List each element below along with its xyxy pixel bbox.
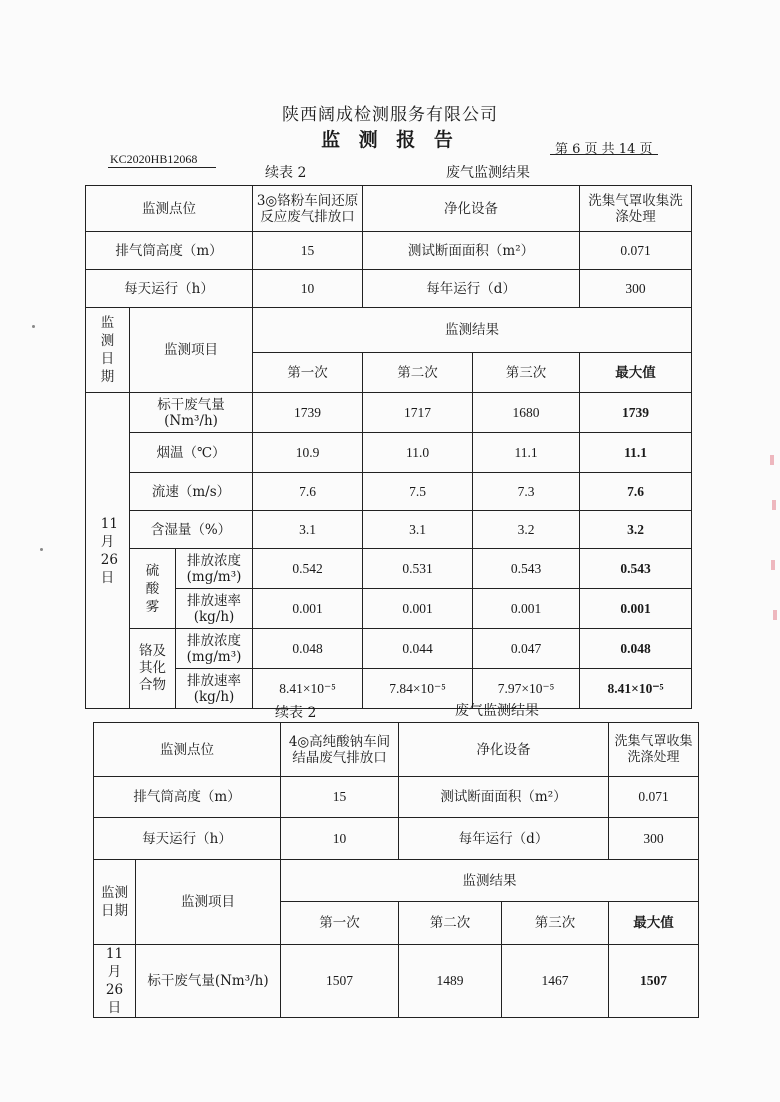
- table2-result-title: 废气监测结果: [455, 703, 539, 719]
- table-cell: 11.0: [363, 433, 473, 473]
- table2-col-1: 第一次: [281, 902, 399, 945]
- table1-group2-name: 铬及其化合物: [130, 629, 176, 709]
- table-cell: 8.41×10⁻⁵: [253, 669, 363, 709]
- table1-area-value: 0.071: [580, 232, 692, 270]
- table2-date-value: 11月26日: [94, 945, 136, 1018]
- table2-continued-label: 续表 2: [275, 705, 317, 721]
- table-row-param: 排放速率(kg/h): [176, 589, 253, 629]
- table2-col-3: 第三次: [502, 902, 609, 945]
- table1-stack-label: 排气筒高度（m）: [86, 232, 253, 270]
- seal-edge-mark: [773, 610, 777, 620]
- table-cell: 1467: [502, 945, 609, 1018]
- table-cell: 3.1: [363, 511, 473, 549]
- table2-stack-value: 15: [281, 777, 399, 818]
- page-info-underline: [550, 154, 658, 155]
- table2-area-label: 测试断面面积（m²）: [399, 777, 609, 818]
- table1-purify-label: 净化设备: [363, 186, 580, 232]
- table2-area-value: 0.071: [609, 777, 699, 818]
- table2-daily-value: 10: [281, 818, 399, 860]
- table2-point-label: 监测点位: [94, 723, 281, 777]
- table2-purify-value: 洗集气罩收集洗涤处理: [609, 723, 699, 777]
- table1-purify-value: 洗集气罩收集洗涤处理: [580, 186, 692, 232]
- seal-edge-mark: [772, 500, 776, 510]
- table-cell: 3.1: [253, 511, 363, 549]
- table-cell-max: 7.6: [580, 473, 692, 511]
- seal-edge-mark: [771, 560, 775, 570]
- table2-col-max: 最大值: [609, 902, 699, 945]
- scan-speck: [32, 325, 35, 328]
- table-cell: 1489: [399, 945, 502, 1018]
- table1-col-2: 第二次: [363, 353, 473, 393]
- table-cell: 11.1: [473, 433, 580, 473]
- table1-col-3: 第三次: [473, 353, 580, 393]
- table2-purify-label: 净化设备: [399, 723, 609, 777]
- table1-daily-label: 每天运行（h）: [86, 270, 253, 308]
- table1-result-title: 废气监测结果: [446, 165, 530, 181]
- table1-stack-value: 15: [253, 232, 363, 270]
- table-row-item: 标干废气量(Nm³/h): [130, 393, 253, 433]
- report-title: 监 测 报 告: [321, 129, 459, 151]
- table-row-param: 排放浓度(mg/m³): [176, 549, 253, 589]
- table1-item-label: 监测项目: [130, 308, 253, 393]
- table2-results-label: 监测结果: [281, 860, 699, 902]
- table-row-item: 烟温（℃）: [130, 433, 253, 473]
- table-cell: 7.3: [473, 473, 580, 511]
- company-name: 陕西阔成检测服务有限公司: [282, 105, 498, 125]
- table-row-item: 含湿量（%）: [130, 511, 253, 549]
- table2-date-label: 监测日期: [94, 860, 136, 945]
- table-cell: 0.531: [363, 549, 473, 589]
- table1-area-label: 测试断面面积（m²）: [363, 232, 580, 270]
- table-cell: 0.048: [253, 629, 363, 669]
- table-cell-max: 0.048: [580, 629, 692, 669]
- table-cell: 0.001: [363, 589, 473, 629]
- table-cell: 3.2: [473, 511, 580, 549]
- table-cell: 7.97×10⁻⁵: [473, 669, 580, 709]
- table2-yearly-label: 每年运行（d）: [399, 818, 609, 860]
- scan-speck: [40, 548, 43, 551]
- table-cell-max: 1739: [580, 393, 692, 433]
- table2-item-label: 监测项目: [136, 860, 281, 945]
- table-cell: 0.044: [363, 629, 473, 669]
- table2-point-value: 4◎高纯酸钠车间结晶废气排放口: [281, 723, 399, 777]
- table-row-item: 标干废气量(Nm³/h): [136, 945, 281, 1018]
- table-cell: 0.047: [473, 629, 580, 669]
- table-cell: 0.001: [473, 589, 580, 629]
- table-cell: 1680: [473, 393, 580, 433]
- table1-date-label: 监测日期: [86, 308, 130, 393]
- table-cell-max: 1507: [609, 945, 699, 1018]
- table-row-item: 流速（m/s）: [130, 473, 253, 511]
- table2-stack-label: 排气筒高度（m）: [94, 777, 281, 818]
- table-cell-max: 0.543: [580, 549, 692, 589]
- table-cell: 7.84×10⁻⁵: [363, 669, 473, 709]
- table1-group1-name: 硫酸雾: [130, 549, 176, 629]
- table1-daily-value: 10: [253, 270, 363, 308]
- table-cell: 0.001: [253, 589, 363, 629]
- table-cell-max: 0.001: [580, 589, 692, 629]
- table-cell: 7.5: [363, 473, 473, 511]
- table2-yearly-value: 300: [609, 818, 699, 860]
- table1-point-label: 监测点位: [86, 186, 253, 232]
- table1-col-max: 最大值: [580, 353, 692, 393]
- table1-yearly-label: 每年运行（d）: [363, 270, 580, 308]
- table-cell: 1739: [253, 393, 363, 433]
- table-cell: 1507: [281, 945, 399, 1018]
- page-info: 第 6 页 共 14 页: [555, 142, 653, 157]
- report-number-underline: [108, 167, 216, 168]
- table1-date-value: 11月26日: [86, 393, 130, 709]
- table-cell: 10.9: [253, 433, 363, 473]
- table-row-param: 排放浓度(mg/m³): [176, 629, 253, 669]
- table1-continued-label: 续表 2: [265, 165, 307, 181]
- table-row-param: 排放速率(kg/h): [176, 669, 253, 709]
- table1-point-value: 3◎铬粉车间还原反应废气排放口: [253, 186, 363, 232]
- table1-results-label: 监测结果: [253, 308, 692, 353]
- report-number: KC2020HB12068: [110, 152, 198, 166]
- table-cell: 1717: [363, 393, 473, 433]
- table-cell: 0.542: [253, 549, 363, 589]
- table-cell-max: 8.41×10⁻⁵: [580, 669, 692, 709]
- table2-daily-label: 每天运行（h）: [94, 818, 281, 860]
- table1: [85, 185, 692, 709]
- table-cell-max: 3.2: [580, 511, 692, 549]
- table1-col-1: 第一次: [253, 353, 363, 393]
- table1-yearly-value: 300: [580, 270, 692, 308]
- table2-col-2: 第二次: [399, 902, 502, 945]
- table-cell: 0.543: [473, 549, 580, 589]
- table-cell: 7.6: [253, 473, 363, 511]
- table-cell-max: 11.1: [580, 433, 692, 473]
- table2: [93, 722, 699, 1018]
- seal-edge-mark: [770, 455, 774, 465]
